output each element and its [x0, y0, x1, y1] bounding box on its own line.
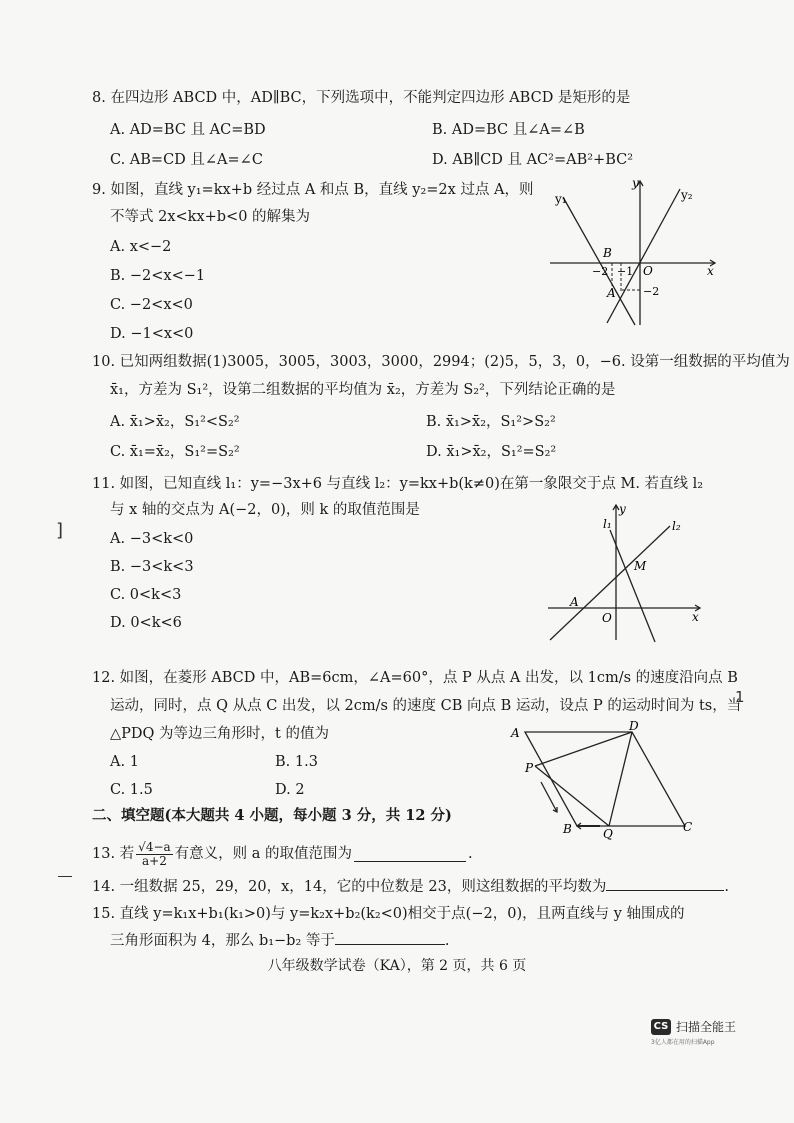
- scanner-tagline: 3亿人都在用的扫描App: [651, 1039, 715, 1046]
- q11-stem-1: 11. 如图，已知直线 l₁：y=−3x+6 与直线 l₂：y=kx+b(k≠0)在第一象限交于点 M. 若直线 l₂: [92, 476, 704, 492]
- q12-label-q: Q: [603, 827, 613, 840]
- q10-stem-1: 10. 已知两组数据(1)3005，3005，3003，3000，2994；(2)5，5，3，0，−6. 设第一组数据的平均值为: [92, 354, 790, 370]
- q8-stem: 8. 在四边形 ABCD 中，AD∥BC，下列选项中，不能判定四边形 ABCD 是矩形的是: [92, 90, 631, 106]
- q10-option-d: D. x̄₁>x̄₂，S₁²=S₂²: [426, 444, 557, 460]
- q13-fraction: [136, 841, 173, 868]
- q12-figure: [505, 720, 705, 840]
- q8-option-c: C. AB=CD 且∠A=∠C: [110, 152, 263, 168]
- section-fill-in-heading: 二、填空题(本大题共 4 小题，每小题 3 分，共 12 分): [92, 807, 452, 824]
- q12-stem-3: △PDQ 为等边三角形时，t 的值为: [110, 726, 329, 742]
- q12-stem-1: 12. 如图，在菱形 ABCD 中，AB=6cm，∠A=60°，点 P 从点 A 出发，以 1cm/s 的速度沿向点 B: [92, 670, 738, 686]
- scanner-watermark: [651, 1018, 736, 1035]
- q9-stem-2: 不等式 2x<kx+b<0 的解集为: [110, 209, 311, 225]
- q9-line-y1: [563, 197, 635, 325]
- q12-option-b: B. 1.3: [275, 754, 318, 770]
- q11-option-d: D. 0<k<6: [110, 615, 182, 631]
- q12-label-b: B: [563, 822, 572, 836]
- margin-bracket: ]: [56, 520, 64, 541]
- q12-label-c: C: [683, 820, 693, 834]
- q9-label-y1: y₁: [555, 192, 567, 206]
- q9-line-y2: [607, 189, 680, 323]
- q12-label-p: P: [525, 761, 534, 775]
- q12-option-d: D. 2: [275, 782, 305, 798]
- q9-option-d: D. −1<x<0: [110, 326, 194, 342]
- q11-figure: [540, 500, 715, 645]
- q11-label-m: M: [634, 559, 647, 573]
- q10-option-a: A. x̄₁>x̄₂，S₁²<S₂²: [110, 414, 240, 430]
- q12-stem-2: 运动，同时，点 Q 从点 C 出发，以 2cm/s 的速度 CB 向点 B 运动，设点 P 的运动时间为 ts，当: [110, 698, 742, 714]
- q13: [92, 836, 473, 872]
- q9-option-c: C. −2<x<0: [110, 297, 193, 313]
- q9-label-y: y: [632, 176, 639, 190]
- q13-post: 有意义，则 a 的取值范围为: [174, 846, 353, 862]
- q9-label-b: B: [603, 246, 612, 260]
- q10-stem-2: x̄₁，方差为 S₁²，设第二组数据的平均值为 x̄₂，方差为 S₂²，下列结论正确的是: [110, 382, 616, 398]
- margin-page-number: 1: [735, 688, 745, 706]
- q11-label-o: O: [602, 611, 612, 625]
- q15-end: .: [444, 933, 450, 949]
- q9-tick-neg1: −1: [617, 265, 634, 278]
- q11-stem-2: 与 x 轴的交点为 A(−2，0)，则 k 的取值范围是: [110, 502, 420, 518]
- q9-figure: [545, 175, 730, 330]
- q11-option-b: B. −3<k<3: [110, 559, 194, 575]
- q9-label-o: O: [643, 264, 653, 278]
- q11-label-l2: l₂: [672, 519, 681, 533]
- q9-label-x: x: [707, 264, 714, 278]
- q8-option-d: D. AB∥CD 且 AC²=AB²+BC²: [432, 152, 634, 168]
- q15-answer-blank[interactable]: [335, 930, 445, 945]
- q14: [92, 876, 729, 897]
- q11-label-y: y: [619, 502, 626, 516]
- q12-option-c: C. 1.5: [110, 782, 153, 798]
- q10-option-b: B. x̄₁>x̄₂，S₁²>S₂²: [426, 414, 556, 430]
- q15-line-1: 15. 直线 y=k₁x+b₁(k₁>0)与 y=k₂x+b₂(k₂<0)相交于点(−2，0)，且两直线与 y 轴围成的: [92, 906, 685, 922]
- q9-label-a: A: [607, 286, 616, 300]
- q11-label-x: x: [692, 610, 699, 624]
- q9-tick-neg2: −2: [592, 265, 609, 278]
- q13-pre: 13. 若: [92, 846, 135, 862]
- q11-label-l1: l₁: [603, 517, 612, 531]
- page-footer: 八年级数学试卷（KA），第 2 页，共 6 页: [267, 958, 527, 974]
- q11-label-a: A: [570, 595, 579, 609]
- q13-numerator: √4−a: [138, 839, 171, 854]
- q12-option-a: A. 1: [110, 754, 139, 770]
- margin-dash: [58, 876, 72, 877]
- q9-option-a: A. x<−2: [110, 239, 172, 255]
- q9-tick-neg2-y: −2: [643, 285, 660, 298]
- q15-line-2: 三角形面积为 4，那么 b₁−b₂ 等于: [110, 933, 335, 949]
- scanner-logo-icon: CS: [651, 1019, 671, 1035]
- q8-option-a: A. AD=BC 且 AC=BD: [110, 122, 266, 138]
- q13-answer-blank[interactable]: [354, 847, 466, 862]
- q11-option-a: A. −3<k<0: [110, 531, 194, 547]
- q9-stem-1: 9. 如图，直线 y₁=kx+b 经过点 A 和点 B，直线 y₂=2x 过点 A，则: [92, 182, 534, 198]
- q9-option-b: B. −2<x<−1: [110, 268, 206, 284]
- q12-label-d: D: [629, 720, 639, 733]
- q12-rhombus: [525, 732, 685, 826]
- q15-line-2-wrap: [110, 930, 450, 951]
- q13-end: .: [468, 846, 473, 862]
- q9-label-y2: y₂: [681, 188, 693, 202]
- scanner-name: 扫描全能王: [676, 1020, 737, 1034]
- q8-option-b: B. AD=BC 且∠A=∠B: [432, 122, 585, 138]
- q13-denominator: a+2: [142, 853, 167, 868]
- q14-answer-blank[interactable]: [606, 876, 724, 891]
- q14-text: 14. 一组数据 25，29，20，x，14，它的中位数是 23，则这组数据的平均数为: [92, 879, 607, 895]
- q11-option-c: C. 0<k<3: [110, 587, 182, 603]
- q14-end: .: [724, 879, 729, 895]
- q12-label-a: A: [511, 726, 520, 740]
- q10-option-c: C. x̄₁=x̄₂，S₁²=S₂²: [110, 444, 240, 460]
